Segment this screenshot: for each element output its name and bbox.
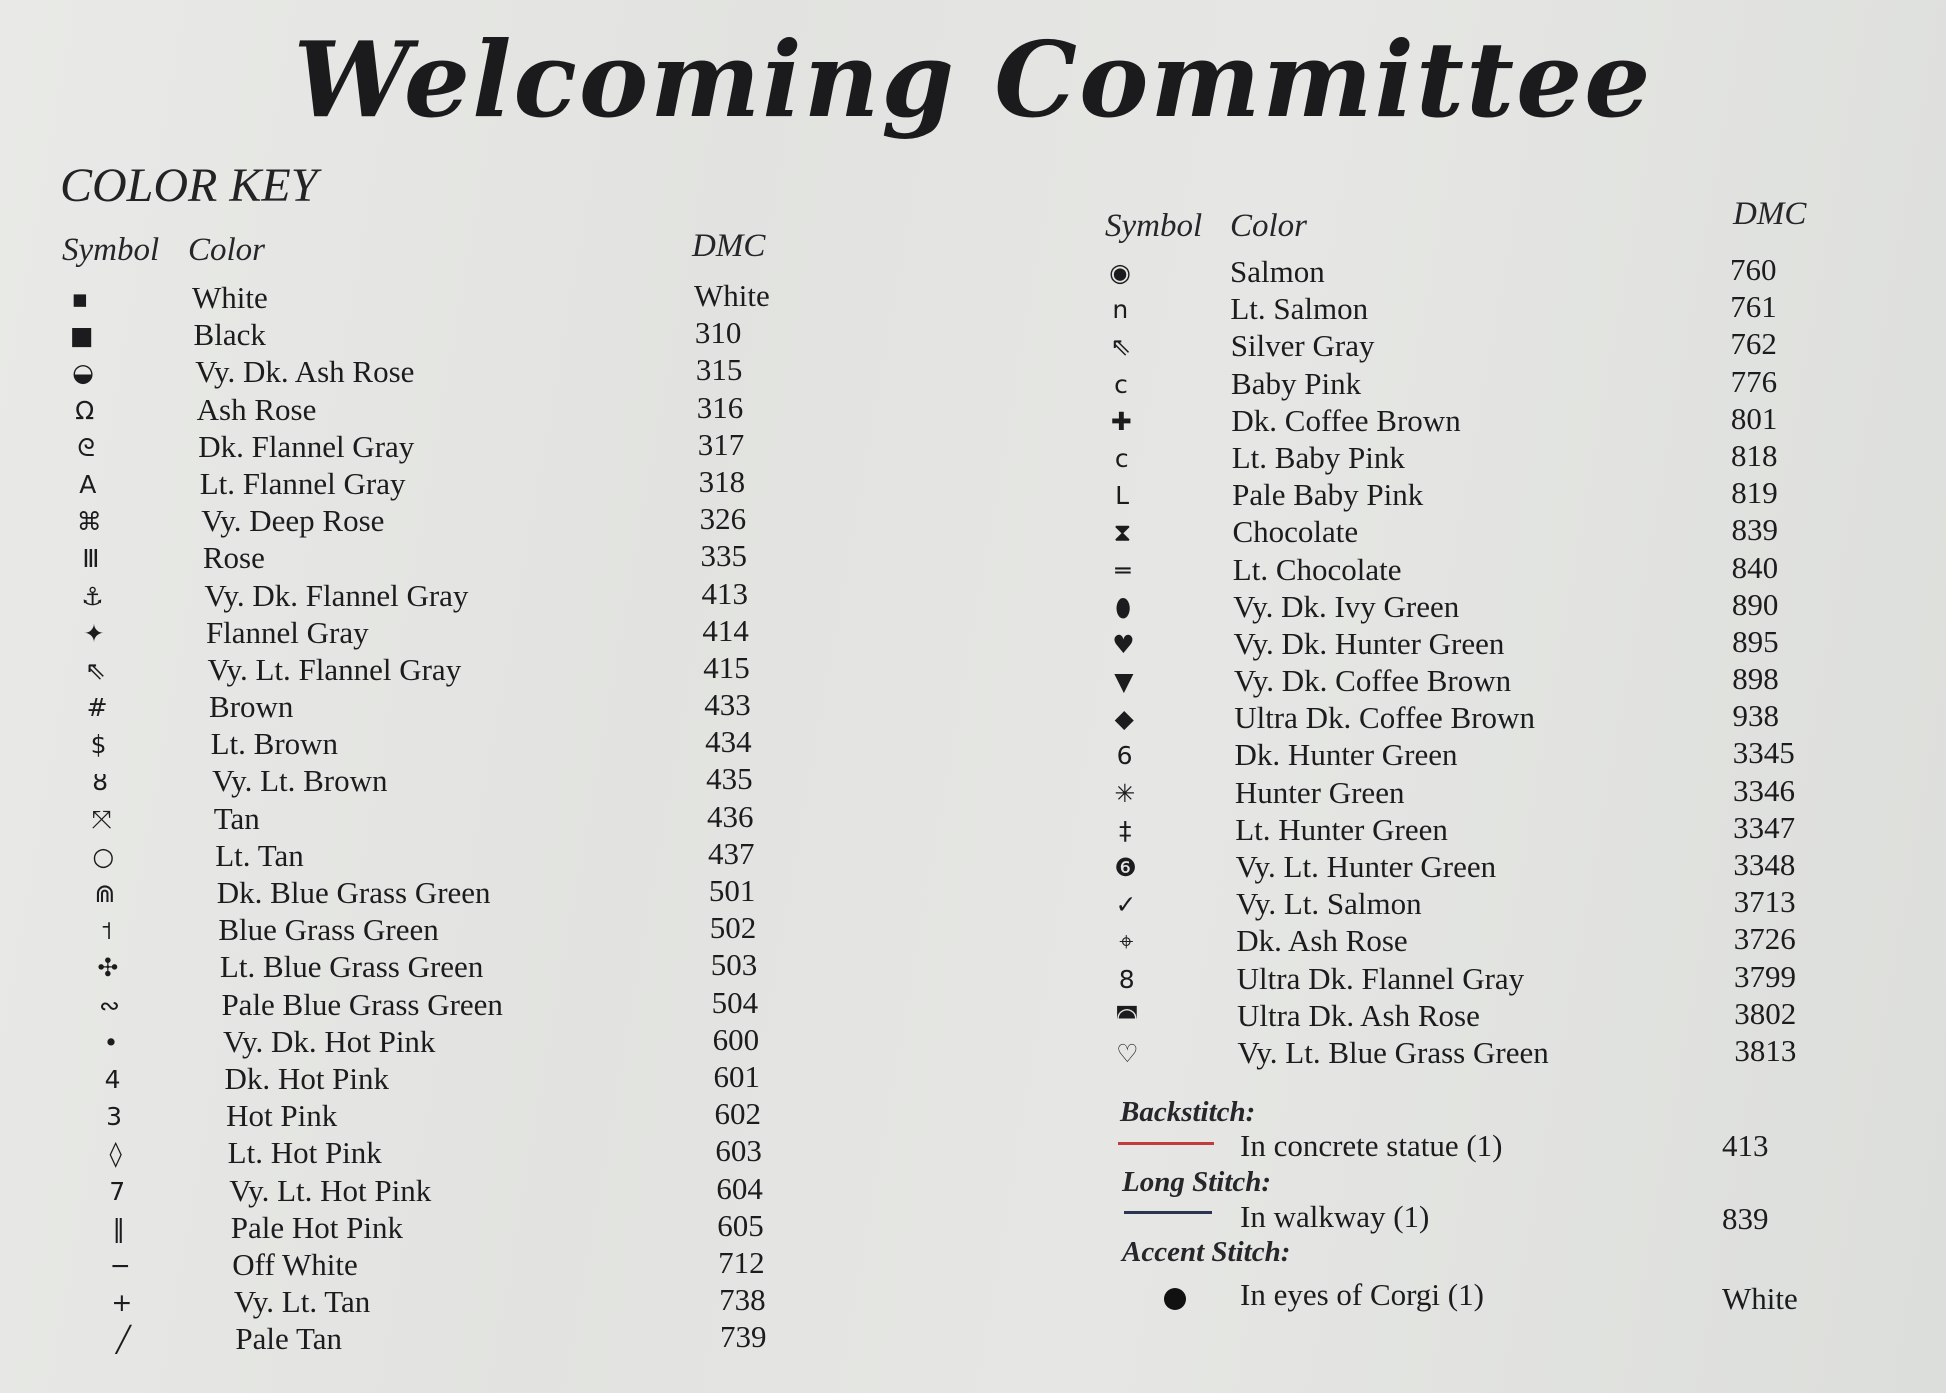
color-row xyxy=(0,1170,900,1210)
dmc-number: 738 xyxy=(719,1282,766,1318)
color-row xyxy=(0,737,1946,774)
dmc-number: 317 xyxy=(697,426,745,462)
command-icon: ⌘ xyxy=(76,507,102,537)
color-name: Vy. Dk. Ivy Green xyxy=(1233,588,1460,624)
color-row xyxy=(0,1135,900,1172)
accent-stitch-heading: Accent Stitch: xyxy=(1122,1236,1291,1268)
backstitch-name: In concrete statue (1) xyxy=(1240,1128,1503,1163)
dmc-number: 435 xyxy=(706,761,753,797)
hook-icon: Ω xyxy=(75,395,95,425)
color-name: Ultra Dk. Coffee Brown xyxy=(1234,700,1535,736)
color-row xyxy=(0,1207,900,1247)
color-row xyxy=(0,514,1946,551)
color-name: Dk. Flannel Gray xyxy=(198,428,415,464)
check-icon: ✓ xyxy=(1115,890,1137,920)
digit-seven-icon: 7 xyxy=(109,1176,126,1206)
accent-dot-icon xyxy=(1164,1288,1186,1310)
color-name: Vy. Lt. Hot Pink xyxy=(229,1172,432,1208)
color-header-left: Color xyxy=(188,232,266,268)
dmc-header-left: DMC xyxy=(692,228,766,264)
dmc-number: 3726 xyxy=(1733,921,1796,957)
color-row xyxy=(0,923,1946,960)
triple-bar-icon: Ⅲ xyxy=(82,544,100,574)
black-square-icon: ■ xyxy=(69,321,94,351)
backstitch-line-sample xyxy=(1118,1142,1214,1145)
dmc-number: 3345 xyxy=(1732,735,1795,771)
dmc-number: 433 xyxy=(704,687,751,723)
dmc-number: 739 xyxy=(720,1319,767,1355)
color-name: Silver Gray xyxy=(1230,328,1375,364)
color-row xyxy=(0,1032,1946,1072)
down-triangle-icon: ▼ xyxy=(1114,667,1134,697)
dmc-number: 3799 xyxy=(1733,958,1796,994)
letter-l-icon: L xyxy=(1115,481,1130,511)
asterisk-icon: ✳ xyxy=(1114,778,1136,808)
color-name: Lt. Baby Pink xyxy=(1231,439,1405,475)
color-name: Vy. Dk. Coffee Brown xyxy=(1233,663,1512,699)
dmc-number: 3346 xyxy=(1732,772,1795,808)
figure-eight-icon: 8 xyxy=(1118,964,1135,994)
hourglass-icon: ⧗ xyxy=(1113,518,1132,548)
color-row xyxy=(0,291,1946,328)
spiral-icon: ᘓ xyxy=(77,432,95,462)
color-name: Lt. Chocolate xyxy=(1232,551,1402,587)
dmc-number: 414 xyxy=(702,612,749,648)
long-stitch-heading: Long Stitch: xyxy=(1122,1166,1272,1198)
double-dagger-icon: ‡ xyxy=(1119,815,1132,845)
hash-icon: # xyxy=(86,693,108,723)
half-circle-icon: ◒ xyxy=(72,358,94,388)
color-name: Lt. Brown xyxy=(210,726,339,762)
digit-four-icon: 4 xyxy=(104,1064,121,1094)
dmc-number: 801 xyxy=(1730,400,1778,436)
dmc-number: 501 xyxy=(708,873,756,908)
dmc-number: 318 xyxy=(698,463,746,499)
dmc-number: 335 xyxy=(700,538,747,574)
color-name: Salmon xyxy=(1230,254,1325,289)
color-name: Off White xyxy=(232,1246,358,1282)
color-row xyxy=(0,663,1946,700)
quarter-circle-icon: ◚ xyxy=(1114,1001,1140,1031)
heart-outline-icon: ♡ xyxy=(1116,1038,1139,1068)
color-name: Vy. Dk. Hunter Green xyxy=(1233,625,1505,661)
right-color-list xyxy=(0,254,1946,1072)
accent-stitch-name: In eyes of Corgi (1) xyxy=(1240,1277,1484,1312)
loop-icon: ȣ xyxy=(92,767,108,797)
color-name: Lt. Hunter Green xyxy=(1235,811,1448,847)
color-row xyxy=(0,1321,900,1358)
color-name: Blue Grass Green xyxy=(218,912,439,948)
dmc-number: 762 xyxy=(1730,326,1777,362)
backstitch-dmc: 413 xyxy=(1722,1128,1769,1163)
dmc-number: 840 xyxy=(1731,549,1779,585)
crosshair-icon: ⌖ xyxy=(1119,927,1134,957)
color-name: Dk. Hunter Green xyxy=(1234,737,1458,773)
dmc-number: 326 xyxy=(699,501,747,537)
slash-icon: ╱ xyxy=(115,1325,131,1355)
circle-icon: ○ xyxy=(92,841,115,871)
dmc-number: 898 xyxy=(1732,661,1779,697)
letter-c-icon: c xyxy=(1114,443,1129,473)
color-row xyxy=(0,400,1946,440)
equals-icon: ═ xyxy=(1115,555,1131,585)
color-key-heading: COLOR KEY xyxy=(60,159,318,212)
color-name: Vy. Lt. Blue Grass Green xyxy=(1237,1034,1549,1070)
symbol-header-left: Symbol xyxy=(62,232,160,268)
double-bar-icon: ‖ xyxy=(112,1213,125,1243)
dmc-number: 819 xyxy=(1731,475,1778,511)
target-circle-icon: ◉ xyxy=(1109,258,1131,287)
dmc-number: 316 xyxy=(696,389,744,425)
dmc-number: 760 xyxy=(1730,252,1777,287)
color-row xyxy=(0,363,1946,403)
dmc-number: 776 xyxy=(1730,363,1778,399)
letter-n-icon: n xyxy=(1112,295,1129,325)
color-row xyxy=(0,586,1946,626)
color-row xyxy=(0,437,1946,477)
diamond-outline-icon: ◊ xyxy=(109,1139,122,1169)
color-name: Vy. Lt. Flannel Gray xyxy=(207,651,462,687)
color-row xyxy=(0,1098,900,1135)
color-name: Brown xyxy=(209,689,294,725)
page-title: Welcoming Committee xyxy=(293,18,1653,141)
color-name: Tan xyxy=(213,800,260,836)
dmc-number: 604 xyxy=(716,1170,763,1206)
dmc-number: 600 xyxy=(712,1021,760,1057)
dmc-number: 601 xyxy=(713,1058,761,1094)
leaf-icon: ⬮ xyxy=(1115,592,1131,622)
dmc-number: 605 xyxy=(717,1207,764,1243)
dmc-number: 437 xyxy=(707,835,755,871)
color-row xyxy=(0,328,1946,365)
drop-icon: • xyxy=(103,1027,119,1057)
diamond-icon: ◆ xyxy=(1114,704,1134,734)
color-name: Pale Blue Grass Green xyxy=(221,986,503,1022)
digit-three-icon: 3 xyxy=(106,1102,123,1132)
color-name: Pale Hot Pink xyxy=(230,1209,403,1245)
four-point-star-icon: ✦ xyxy=(83,618,105,648)
swirl-icon: 6 xyxy=(1116,741,1133,771)
color-name: Vy. Lt. Hunter Green xyxy=(1235,849,1497,884)
color-name: Ultra Dk. Flannel Gray xyxy=(1236,960,1525,996)
color-header-right: Color xyxy=(1230,208,1308,244)
color-name: Hunter Green xyxy=(1234,774,1405,810)
cross-circle-icon: ✚ xyxy=(1110,406,1132,436)
color-name: Baby Pink xyxy=(1231,365,1362,401)
dmc-number: 602 xyxy=(714,1096,761,1132)
color-row xyxy=(0,958,1946,998)
color-name: Pale Baby Pink xyxy=(1232,477,1424,513)
dmc-number: 413 xyxy=(701,575,748,611)
dmc-number: 502 xyxy=(709,910,757,946)
color-name: Pale Tan xyxy=(235,1321,342,1357)
color-name: Vy. Dk. Hot Pink xyxy=(223,1023,436,1059)
color-name: Rose xyxy=(202,540,265,576)
letter-a-icon: A xyxy=(79,469,97,499)
heart-icon: ♥ xyxy=(1112,629,1135,659)
anchor-icon: ⚓ xyxy=(81,581,104,611)
dmc-number: 895 xyxy=(1732,623,1779,659)
dmc-number: 436 xyxy=(707,798,754,834)
dmc-number: 415 xyxy=(703,649,750,685)
color-row xyxy=(0,254,1946,291)
dmc-number: 938 xyxy=(1732,698,1780,734)
color-row xyxy=(0,549,1946,589)
color-row xyxy=(0,623,1946,663)
color-name: Hot Pink xyxy=(226,1098,338,1134)
letter-c-icon: c xyxy=(1114,369,1128,399)
small-square-icon: ▪ xyxy=(71,284,89,313)
color-row xyxy=(0,849,1946,886)
color-name: White xyxy=(192,280,268,315)
dmc-number: 315 xyxy=(695,352,743,388)
dmc-number: 3813 xyxy=(1734,1032,1797,1068)
backstitch-heading: Backstitch: xyxy=(1120,1096,1256,1128)
flag-icon: ˦ xyxy=(100,916,113,946)
color-name: Ultra Dk. Ash Rose xyxy=(1237,997,1480,1033)
color-name: Dk. Ash Rose xyxy=(1236,923,1408,959)
color-row xyxy=(0,995,1946,1035)
long-stitch-line-sample xyxy=(1124,1211,1212,1214)
dollar-icon: $ xyxy=(90,730,107,760)
color-name: Lt. Flannel Gray xyxy=(199,465,406,501)
long-stitch-dmc: 839 xyxy=(1722,1201,1769,1236)
clover-icon: ✣ xyxy=(97,953,119,983)
dmc-number: White xyxy=(694,278,770,313)
wave-icon: ∾ xyxy=(98,990,120,1020)
accent-stitch-dmc: White xyxy=(1722,1281,1798,1316)
color-name: Dk. Hot Pink xyxy=(224,1060,390,1096)
dmc-number: 310 xyxy=(694,315,742,351)
color-name: Dk. Coffee Brown xyxy=(1231,402,1461,438)
color-row xyxy=(0,700,1946,737)
color-name: Ash Rose xyxy=(196,391,317,427)
color-name: Vy. Lt. Salmon xyxy=(1235,886,1422,922)
color-row xyxy=(0,886,1946,923)
minus-icon: − xyxy=(109,1250,131,1280)
arrow-icon: ⇖ xyxy=(1110,332,1132,362)
dmc-header-right: DMC xyxy=(1733,196,1807,232)
dmc-number: 839 xyxy=(1731,512,1778,548)
color-name: Dk. Blue Grass Green xyxy=(216,875,491,910)
color-name: Lt. Salmon xyxy=(1230,291,1369,327)
color-name: Vy. Lt. Tan xyxy=(233,1284,371,1320)
color-name: Vy. Lt. Brown xyxy=(212,763,388,799)
color-row xyxy=(0,1284,900,1321)
color-name: Lt. Hot Pink xyxy=(227,1135,382,1171)
color-row xyxy=(0,772,1946,812)
color-name: Chocolate xyxy=(1232,514,1359,550)
dmc-number: 761 xyxy=(1730,289,1777,325)
symbol-header-right: Symbol xyxy=(1105,208,1203,244)
color-row xyxy=(0,809,1946,849)
color-name: Lt. Tan xyxy=(215,837,304,873)
dmc-number: 3347 xyxy=(1733,809,1796,845)
color-name: Vy. Deep Rose xyxy=(201,503,385,539)
color-name: Lt. Blue Grass Green xyxy=(219,949,484,985)
dmc-number: 818 xyxy=(1731,437,1778,473)
plus-icon: + xyxy=(111,1288,133,1318)
color-row xyxy=(0,477,1946,514)
color-row xyxy=(0,1244,900,1284)
dmc-number: 434 xyxy=(705,724,752,760)
dmc-number: 3802 xyxy=(1734,995,1797,1031)
filled-swirl-icon: ❻ xyxy=(1114,853,1137,882)
dmc-number: 603 xyxy=(715,1133,762,1169)
dmc-number: 503 xyxy=(710,947,758,983)
long-stitch-name: In walkway (1) xyxy=(1240,1199,1430,1234)
color-name: Vy. Dk. Flannel Gray xyxy=(204,577,469,613)
dmc-number: 504 xyxy=(711,984,759,1020)
color-name: Flannel Gray xyxy=(205,614,369,650)
dmc-number: 3348 xyxy=(1733,847,1796,882)
crossed-arrows-icon: ⤧ xyxy=(91,804,112,834)
color-name: Black xyxy=(193,317,266,353)
dmc-number: 712 xyxy=(718,1244,765,1280)
color-name: Vy. Dk. Ash Rose xyxy=(195,354,415,390)
arrow-icon: ⇖ xyxy=(85,655,106,685)
dmc-number: 3713 xyxy=(1733,884,1796,920)
arch-icon: ⋒ xyxy=(94,879,116,908)
dmc-number: 890 xyxy=(1731,586,1779,622)
